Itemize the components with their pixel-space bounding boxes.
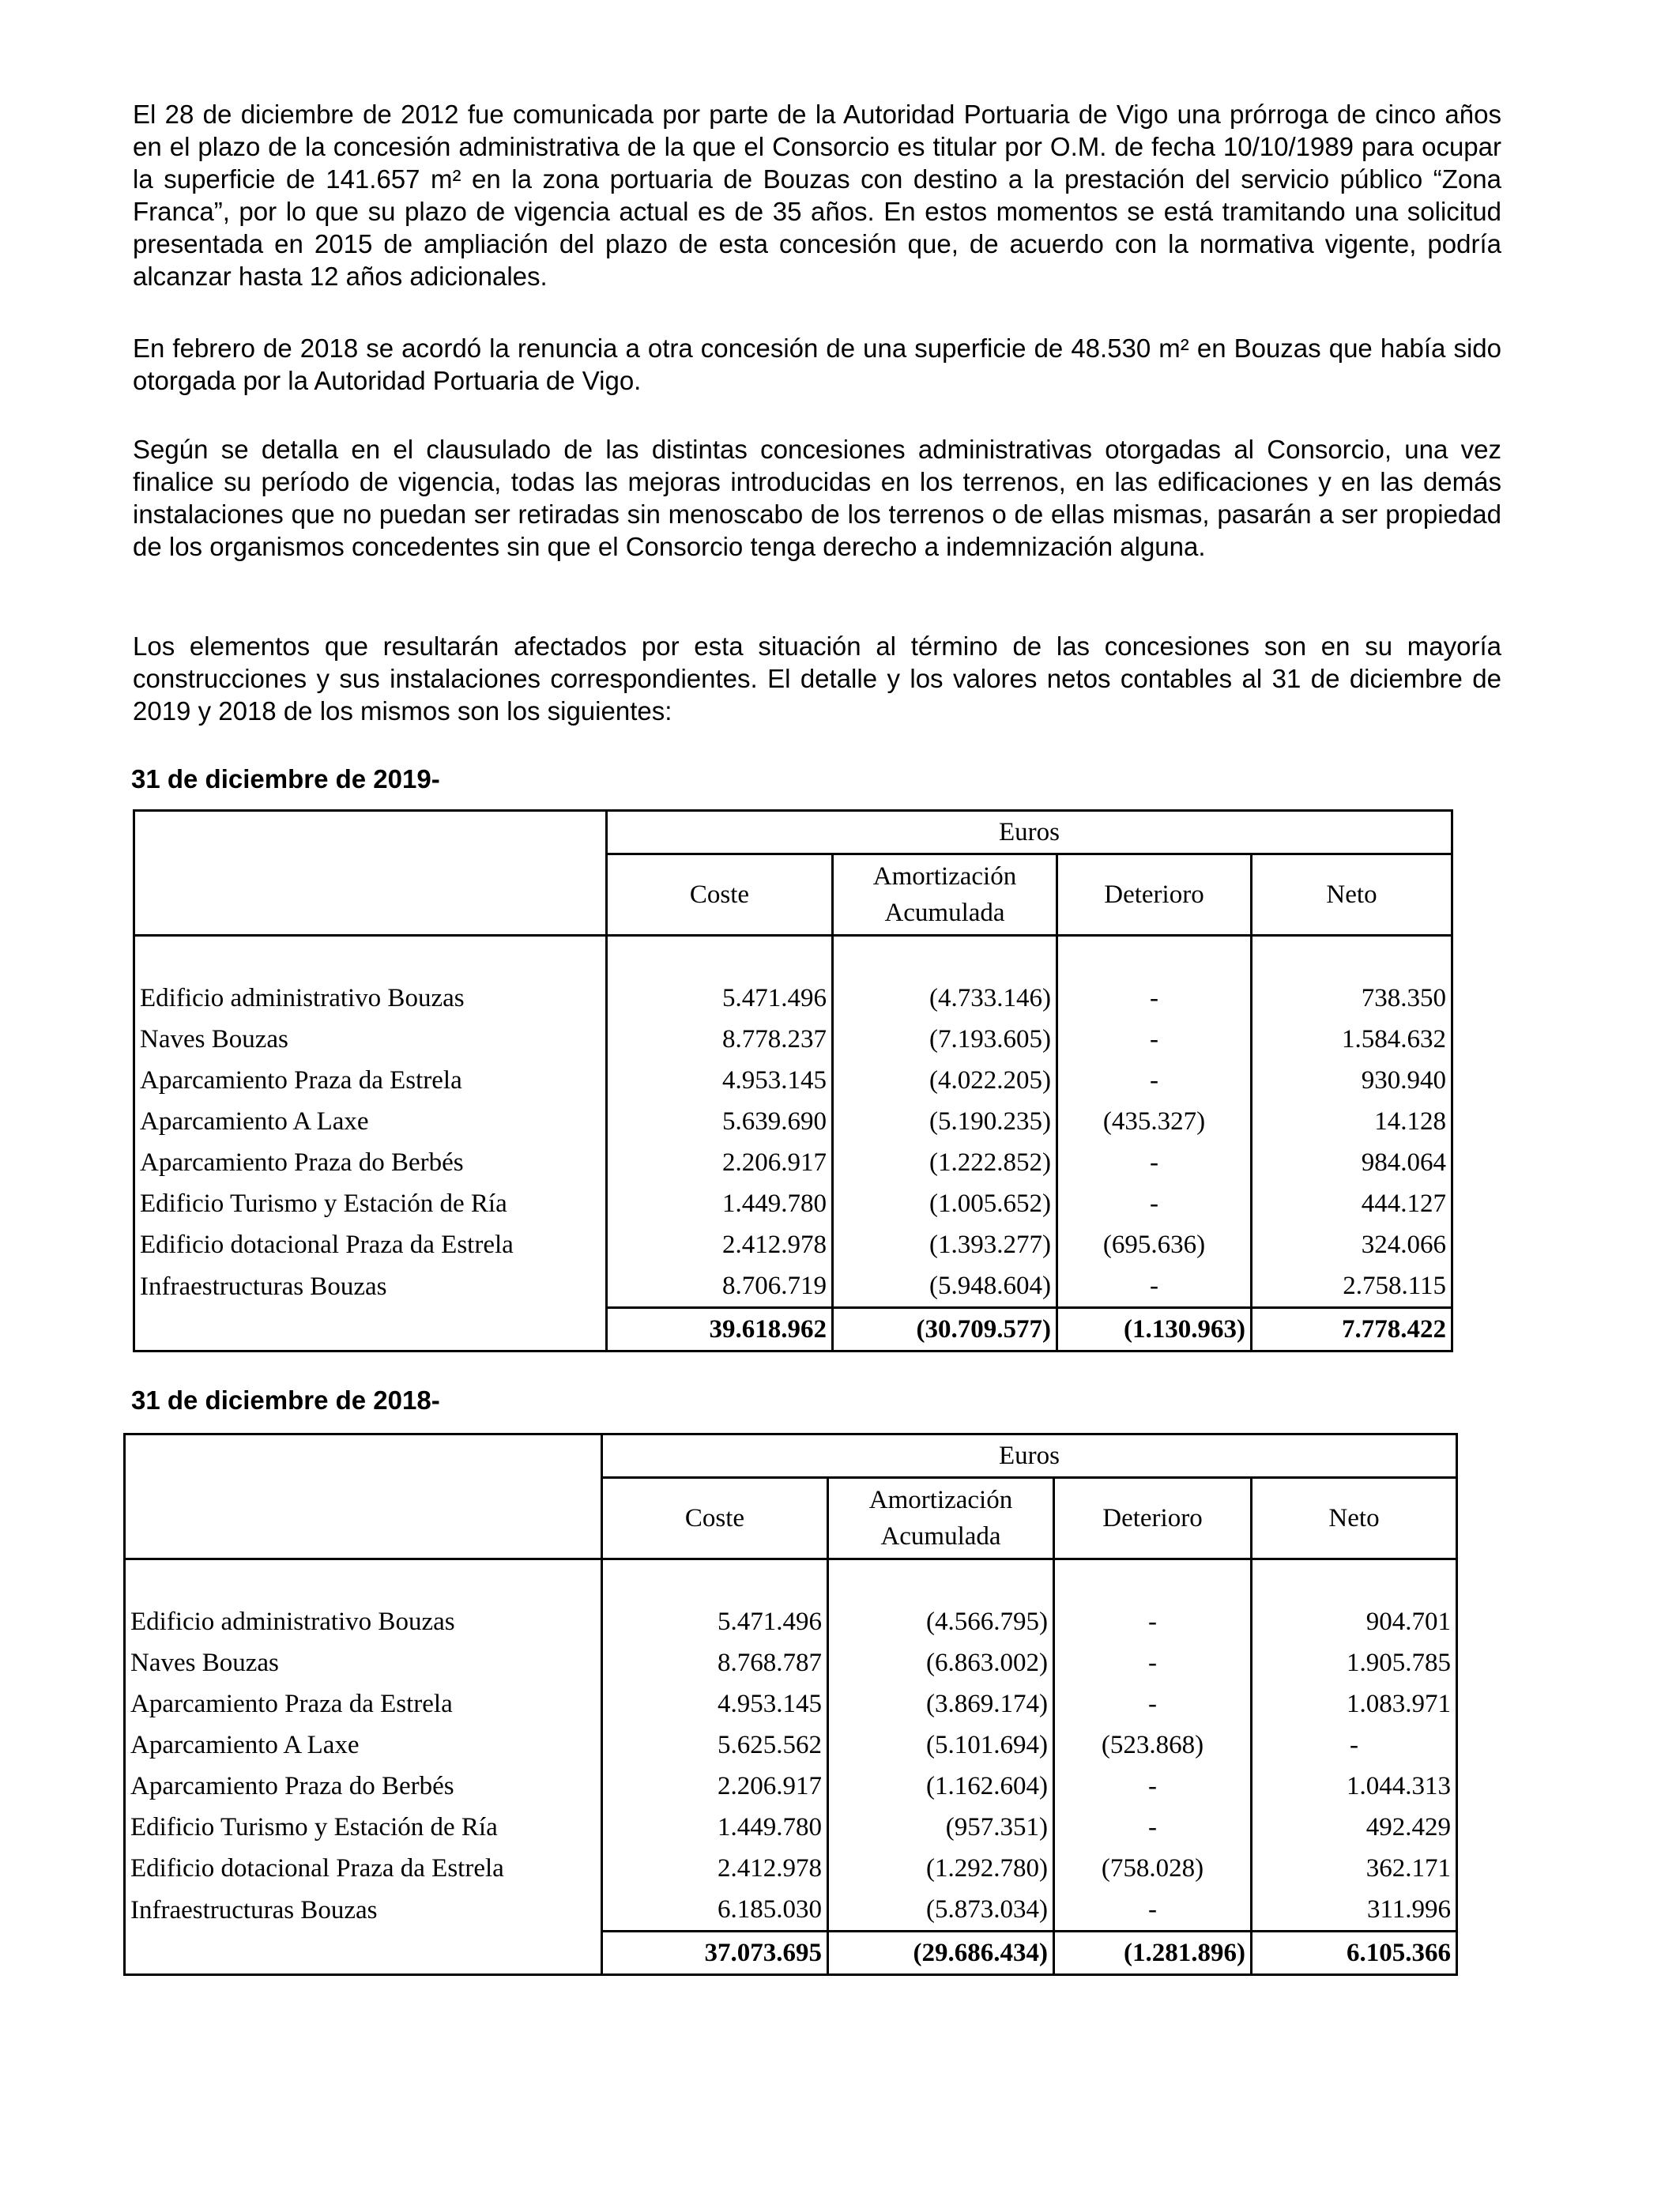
cell-neto: 1.584.632 xyxy=(1252,1019,1452,1060)
cell-neto: 14.128 xyxy=(1252,1101,1452,1142)
header-amortizacion-line1: Amortización xyxy=(868,1486,1013,1514)
row-label: Naves Bouzas xyxy=(134,1019,607,1060)
cell-coste: 1.449.780 xyxy=(602,1807,828,1848)
table-row xyxy=(134,1060,1452,1101)
table-row xyxy=(125,1683,1457,1725)
cell-neto: 904.701 xyxy=(1252,1601,1457,1642)
total-amortizacion: (29.686.434) xyxy=(828,1932,1054,1975)
cell-neto: 930.940 xyxy=(1252,1060,1452,1101)
row-label: Aparcamiento Praza do Berbés xyxy=(125,1766,602,1807)
cell-amortizacion: (5.101.694) xyxy=(828,1725,1054,1766)
cell-deterioro: (435.327) xyxy=(1057,1101,1252,1142)
paragraph-concession-extension: El 28 de diciembre de 2012 fue comunicada por parte de la Autoridad Portuaria de Vigo una prórroga de cinco años en el plazo de la concesión administrativa de la que el Consorcio es titular por O.M. de fecha 10/10/1989 para ocupar la superficie de 141.657 m² en la zona portuaria de Bouzas con destino a la prestación del servicio público “Zona Franca”, por lo que su plazo de vigencia actual es de 35 años. En estos momentos se está tramitando una solicitud presentada en 2015 de ampliación del plazo de esta concesión que, de acuerdo con la normativa vigente, podría alcanzar hasta 12 años adicionales. xyxy=(133,100,1501,291)
table-row xyxy=(134,978,1452,1019)
total-coste: 39.618.962 xyxy=(607,1308,833,1351)
row-label: Aparcamiento Praza do Berbés xyxy=(134,1142,607,1183)
paragraph-concession-clauses: Según se detalla en el clausulado de las distintas concesiones administrativas otorgadas al Consorcio, una vez finalice su período de vigencia, todas las mejoras introducidas en los terrenos, en las edificaciones y en las demás instalaciones que no puedan ser retiradas sin menoscabo de los terrenos o de ellas mismas, pasarán a ser propiedad de los organismos concedentes sin que el Consorcio tenga derecho a indemnización alguna. xyxy=(133,435,1501,561)
cell-deterioro: (695.636) xyxy=(1057,1224,1252,1265)
cell-deterioro: - xyxy=(1054,1766,1252,1807)
cell-amortizacion: (4.733.146) xyxy=(833,978,1057,1019)
cell-deterioro: - xyxy=(1057,1265,1252,1308)
cell-neto: 1.044.313 xyxy=(1252,1766,1457,1807)
row-label: Infraestructuras Bouzas xyxy=(134,1265,607,1308)
cell-neto: 1.905.785 xyxy=(1252,1642,1457,1683)
cell-coste: 8.778.237 xyxy=(607,1019,833,1060)
cell-amortizacion: (7.193.605) xyxy=(833,1019,1057,1060)
section-heading-2018: 31 de diciembre de 2018- xyxy=(131,1385,440,1415)
row-label: Infraestructuras Bouzas xyxy=(125,1889,602,1932)
section-heading-2019: 31 de diciembre de 2019- xyxy=(131,764,440,794)
spacer-cell xyxy=(833,936,1057,978)
header-deterioro: Deterioro xyxy=(1057,854,1252,936)
cell-coste: 4.953.145 xyxy=(607,1060,833,1101)
cell-coste: 6.185.030 xyxy=(602,1889,828,1932)
table-row xyxy=(134,1019,1452,1060)
table-row xyxy=(125,1848,1457,1889)
cell-amortizacion: (957.351) xyxy=(828,1807,1054,1848)
row-label: Edificio Turismo y Estación de Ría xyxy=(134,1183,607,1224)
row-label: Edificio administrativo Bouzas xyxy=(134,978,607,1019)
row-label: Edificio administrativo Bouzas xyxy=(125,1601,602,1642)
cell-neto: 324.066 xyxy=(1252,1224,1452,1265)
cell-deterioro: - xyxy=(1054,1601,1252,1642)
cell-coste: 2.206.917 xyxy=(607,1142,833,1183)
spacer-cell xyxy=(602,1559,828,1602)
cell-deterioro: - xyxy=(1054,1889,1252,1932)
total-label-blank xyxy=(134,1308,607,1351)
total-row xyxy=(134,1308,1452,1351)
cell-neto: 492.429 xyxy=(1252,1807,1457,1848)
cell-deterioro: - xyxy=(1057,978,1252,1019)
header-amortizacion-line2: Acumulada xyxy=(880,1522,1001,1551)
cell-coste: 4.953.145 xyxy=(602,1683,828,1725)
total-deterioro: (1.130.963) xyxy=(1057,1308,1252,1351)
row-label: Edificio dotacional Praza da Estrela xyxy=(125,1848,602,1889)
cell-neto: - xyxy=(1252,1725,1457,1766)
cell-coste: 5.639.690 xyxy=(607,1101,833,1142)
cell-deterioro: - xyxy=(1054,1807,1252,1848)
cell-neto: 311.996 xyxy=(1252,1889,1457,1932)
header-neto: Neto xyxy=(1252,1478,1457,1559)
spacer-cell xyxy=(607,936,833,978)
table-2019 xyxy=(133,809,1453,1352)
total-neto: 6.105.366 xyxy=(1252,1932,1457,1975)
header-blank-cell xyxy=(134,811,607,936)
cell-amortizacion: (5.948.604) xyxy=(833,1265,1057,1308)
cell-coste: 2.412.978 xyxy=(607,1224,833,1265)
table-row xyxy=(134,1265,1452,1308)
paragraph-affected-elements: Los elementos que resultarán afectados por esta situación al término de las concesiones son en su mayoría construcciones y sus instalaciones correspondientes. El detalle y los valores netos contables al 31 de diciembre de 2019 y 2018 de los mismos son los siguientes: xyxy=(133,631,1501,726)
cell-neto: 362.171 xyxy=(1252,1848,1457,1889)
cell-neto: 444.127 xyxy=(1252,1183,1452,1224)
table-row xyxy=(134,1183,1452,1224)
header-amortizacion-line1: Amortización xyxy=(872,862,1017,891)
table-row xyxy=(125,1642,1457,1683)
total-neto: 7.778.422 xyxy=(1252,1308,1452,1351)
cell-deterioro: - xyxy=(1057,1060,1252,1101)
header-amortizacion xyxy=(833,854,1057,936)
cell-coste: 1.449.780 xyxy=(607,1183,833,1224)
header-euros: Euros xyxy=(607,811,1452,854)
cell-coste: 2.412.978 xyxy=(602,1848,828,1889)
spacer-row xyxy=(125,1559,1457,1602)
total-deterioro: (1.281.896) xyxy=(1054,1932,1252,1975)
table-row xyxy=(134,1101,1452,1142)
header-amortizacion xyxy=(828,1478,1054,1559)
cell-amortizacion: (5.190.235) xyxy=(833,1101,1057,1142)
cell-amortizacion: (1.292.780) xyxy=(828,1848,1054,1889)
header-row-euros xyxy=(125,1434,1457,1478)
spacer-cell xyxy=(134,936,607,978)
cell-coste: 8.768.787 xyxy=(602,1642,828,1683)
cell-neto: 2.758.115 xyxy=(1252,1265,1452,1308)
cell-amortizacion: (4.566.795) xyxy=(828,1601,1054,1642)
header-amortizacion-line2: Acumulada xyxy=(884,899,1005,927)
row-label: Naves Bouzas xyxy=(125,1642,602,1683)
cell-deterioro: - xyxy=(1054,1642,1252,1683)
spacer-cell xyxy=(1057,936,1252,978)
total-row xyxy=(125,1932,1457,1975)
paragraph-concession-renounce: En febrero de 2018 se acordó la renuncia a otra concesión de una superficie de 48.530 m² en Bouzas que había sido otorgada por la Autoridad Portuaria de Vigo. xyxy=(133,334,1501,395)
row-label: Edificio dotacional Praza da Estrela xyxy=(134,1224,607,1265)
cell-amortizacion: (3.869.174) xyxy=(828,1683,1054,1725)
header-euros: Euros xyxy=(602,1434,1457,1478)
row-label: Aparcamiento Praza da Estrela xyxy=(134,1060,607,1101)
table-row xyxy=(125,1725,1457,1766)
spacer-cell xyxy=(125,1559,602,1602)
cell-amortizacion: (6.863.002) xyxy=(828,1642,1054,1683)
spacer-row xyxy=(134,936,1452,978)
row-label: Aparcamiento A Laxe xyxy=(125,1725,602,1766)
cell-coste: 5.471.496 xyxy=(607,978,833,1019)
cell-deterioro: (758.028) xyxy=(1054,1848,1252,1889)
row-label: Aparcamiento Praza da Estrela xyxy=(125,1683,602,1725)
cell-deterioro: (523.868) xyxy=(1054,1725,1252,1766)
header-coste: Coste xyxy=(602,1478,828,1559)
cell-deterioro: - xyxy=(1057,1142,1252,1183)
table-row xyxy=(125,1601,1457,1642)
cell-neto: 738.350 xyxy=(1252,978,1452,1019)
cell-deterioro: - xyxy=(1057,1183,1252,1224)
cell-deterioro: - xyxy=(1054,1683,1252,1725)
cell-coste: 5.625.562 xyxy=(602,1725,828,1766)
header-coste: Coste xyxy=(607,854,833,936)
cell-amortizacion: (1.393.277) xyxy=(833,1224,1057,1265)
table-2018 xyxy=(123,1433,1458,1976)
table-row xyxy=(125,1807,1457,1848)
total-label-blank xyxy=(125,1932,602,1975)
cell-deterioro: - xyxy=(1057,1019,1252,1060)
cell-amortizacion: (4.022.205) xyxy=(833,1060,1057,1101)
table-row xyxy=(125,1766,1457,1807)
cell-coste: 5.471.496 xyxy=(602,1601,828,1642)
spacer-cell xyxy=(1252,1559,1457,1602)
table-row xyxy=(134,1224,1452,1265)
header-blank-cell xyxy=(125,1434,602,1559)
header-neto: Neto xyxy=(1252,854,1452,936)
total-amortizacion: (30.709.577) xyxy=(833,1308,1057,1351)
header-deterioro: Deterioro xyxy=(1054,1478,1252,1559)
row-label: Edificio Turismo y Estación de Ría xyxy=(125,1807,602,1848)
cell-amortizacion: (5.873.034) xyxy=(828,1889,1054,1932)
spacer-cell xyxy=(828,1559,1054,1602)
spacer-cell xyxy=(1054,1559,1252,1602)
table-row xyxy=(125,1889,1457,1932)
cell-amortizacion: (1.222.852) xyxy=(833,1142,1057,1183)
cell-neto: 1.083.971 xyxy=(1252,1683,1457,1725)
cell-coste: 2.206.917 xyxy=(602,1766,828,1807)
cell-coste: 8.706.719 xyxy=(607,1265,833,1308)
row-label: Aparcamiento A Laxe xyxy=(134,1101,607,1142)
cell-neto: 984.064 xyxy=(1252,1142,1452,1183)
table-row xyxy=(134,1142,1452,1183)
cell-amortizacion: (1.162.604) xyxy=(828,1766,1054,1807)
cell-amortizacion: (1.005.652) xyxy=(833,1183,1057,1224)
spacer-cell xyxy=(1252,936,1452,978)
header-row-euros xyxy=(134,811,1452,854)
total-coste: 37.073.695 xyxy=(602,1932,828,1975)
